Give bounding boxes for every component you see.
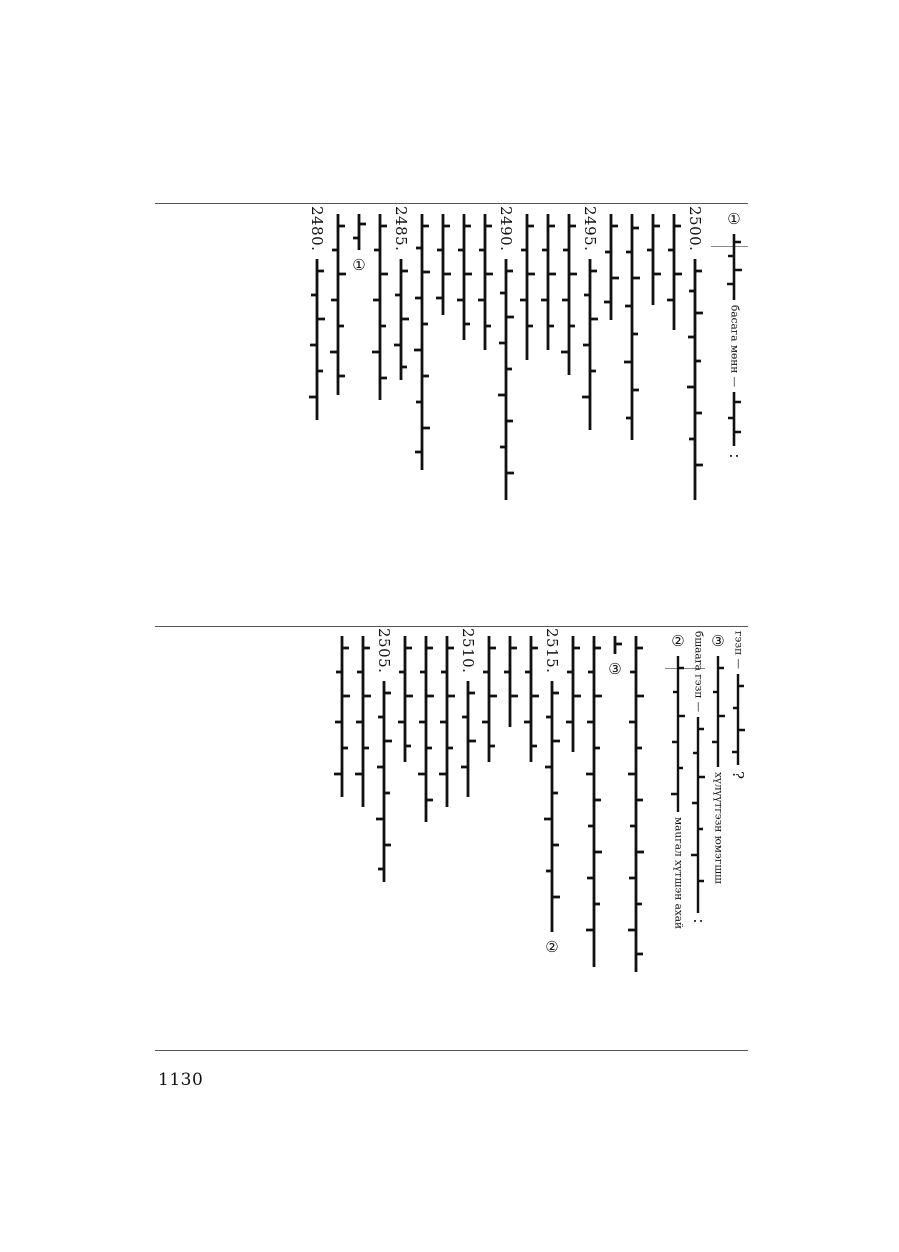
verse-line [352,628,374,1048]
inline-footnote-mark: ③ [606,660,624,678]
mongolian-script-glyphs [541,679,563,934]
verse-line [558,206,580,624]
mongolian-script-glyphs [604,634,626,656]
line-number: 2495. [581,206,599,252]
mongolian-script-glyphs [306,257,328,422]
mongolian-script-glyphs [723,232,745,302]
verse-line [331,628,353,1048]
mongolian-script-glyphs [415,634,437,824]
verse-line [520,628,542,1048]
mongolian-script-glyphs [432,212,454,317]
mongolian-script-glyphs [579,257,601,432]
verse-line [516,206,538,624]
verse-line [478,628,500,1048]
mongolian-script-glyphs [558,212,580,377]
mongolian-script-glyphs [520,634,542,764]
verse-line [621,206,643,624]
footnote-cyrillic: маuгал хүтшэн ахай [672,817,685,930]
verse-line [306,206,328,624]
footnote-mark: ② [669,632,687,650]
mongolian-script-glyphs [688,715,708,915]
verse-line [390,206,412,624]
mongolian-script-glyphs [411,212,433,472]
mongolian-script-glyphs [621,212,643,442]
footnote-mark: ③ [709,632,727,650]
mongolian-script-glyphs [684,257,706,502]
page-number: 1130 [158,1070,204,1090]
footnote-column [688,628,708,1048]
verse-line [411,206,433,624]
mongolian-script-glyphs [348,212,370,252]
mongolian-script-glyphs [436,634,458,809]
footnote-mark: ① [725,210,743,228]
line-number: 2490. [497,206,515,252]
verse-line [457,628,479,1048]
verse-line [436,628,458,1048]
mongolian-script-glyphs [327,212,349,397]
verse-line [642,206,664,624]
mongolian-script-glyphs [537,212,559,352]
upper-text-panel [155,206,748,624]
footnote-end: ∶ [725,454,743,459]
mongolian-script-glyphs [516,212,538,362]
line-number: 2500. [686,206,704,252]
inline-footnote-mark: ① [350,256,368,274]
footnote-end: ? [729,770,747,779]
mongolian-script-glyphs [331,634,353,799]
upper-top-rule [155,203,748,204]
verse-line [625,628,647,1048]
mongolian-script-glyphs [728,672,748,767]
verse-line [415,628,437,1048]
mongolian-script-glyphs [663,212,685,332]
mongolian-script-glyphs [457,679,479,799]
line-number: 2515. [543,628,561,674]
mongolian-script-glyphs [453,212,475,342]
verse-line [394,628,416,1048]
footnote-cyrillic: хүлүүтгэзн юмэгшш [712,772,725,884]
mongolian-script-glyphs [369,212,391,402]
verse-line [495,206,517,624]
mongolian-script-glyphs [352,634,374,809]
verse-line [541,628,563,1048]
verse-line [432,206,454,624]
mongolian-script-glyphs [373,679,395,884]
verse-line [562,628,584,1048]
verse-line [453,206,475,624]
mongolian-script-glyphs [642,212,664,307]
mongolian-script-glyphs [668,654,688,814]
line-number: 2505. [375,628,393,674]
verse-line [684,206,706,624]
line-number: 2510. [459,628,477,674]
line-number: 2480. [308,206,326,252]
mongolian-script-glyphs [562,634,584,754]
footnote-column [723,206,745,624]
inline-footnote-mark: ② [543,938,561,957]
mongolian-script-glyphs [625,634,647,974]
mongolian-script-glyphs [390,257,412,382]
mongolian-script-glyphs [708,654,728,769]
verse-line [369,206,391,624]
footnote-end: ∶ [689,919,707,924]
footnote-cyrillic: басага мөнн — [728,305,741,388]
mongolian-script-glyphs [394,634,416,764]
lower-text-panel [155,628,748,1048]
mongolian-script-glyphs [478,634,500,764]
line-number: 2485. [392,206,410,252]
verse-line [373,628,395,1048]
footnote-column [708,628,728,1048]
verse-line [600,206,622,624]
verse-line [474,206,496,624]
verse-line [604,628,626,1048]
verse-line [499,628,521,1048]
mongolian-script-glyphs [474,212,496,352]
mongolian-script-glyphs [600,212,622,322]
mongolian-script-glyphs [499,634,521,729]
verse-line [579,206,601,624]
verse-line [327,206,349,624]
footnote-column [728,628,748,1048]
mongolian-script-glyphs [495,257,517,502]
verse-line [583,628,605,1048]
verse-line [537,206,559,624]
footnote-column [668,628,688,1048]
lower-bottom-rule [155,1050,748,1051]
mongolian-script-glyphs [723,390,745,450]
middle-rule [155,626,748,627]
verse-line [348,206,370,624]
footnote-cyrillic: гэзп — [732,631,745,669]
verse-line [663,206,685,624]
mongolian-script-glyphs [583,634,605,969]
footnote-cyrillic: бшааrа гэзп — [692,631,705,713]
